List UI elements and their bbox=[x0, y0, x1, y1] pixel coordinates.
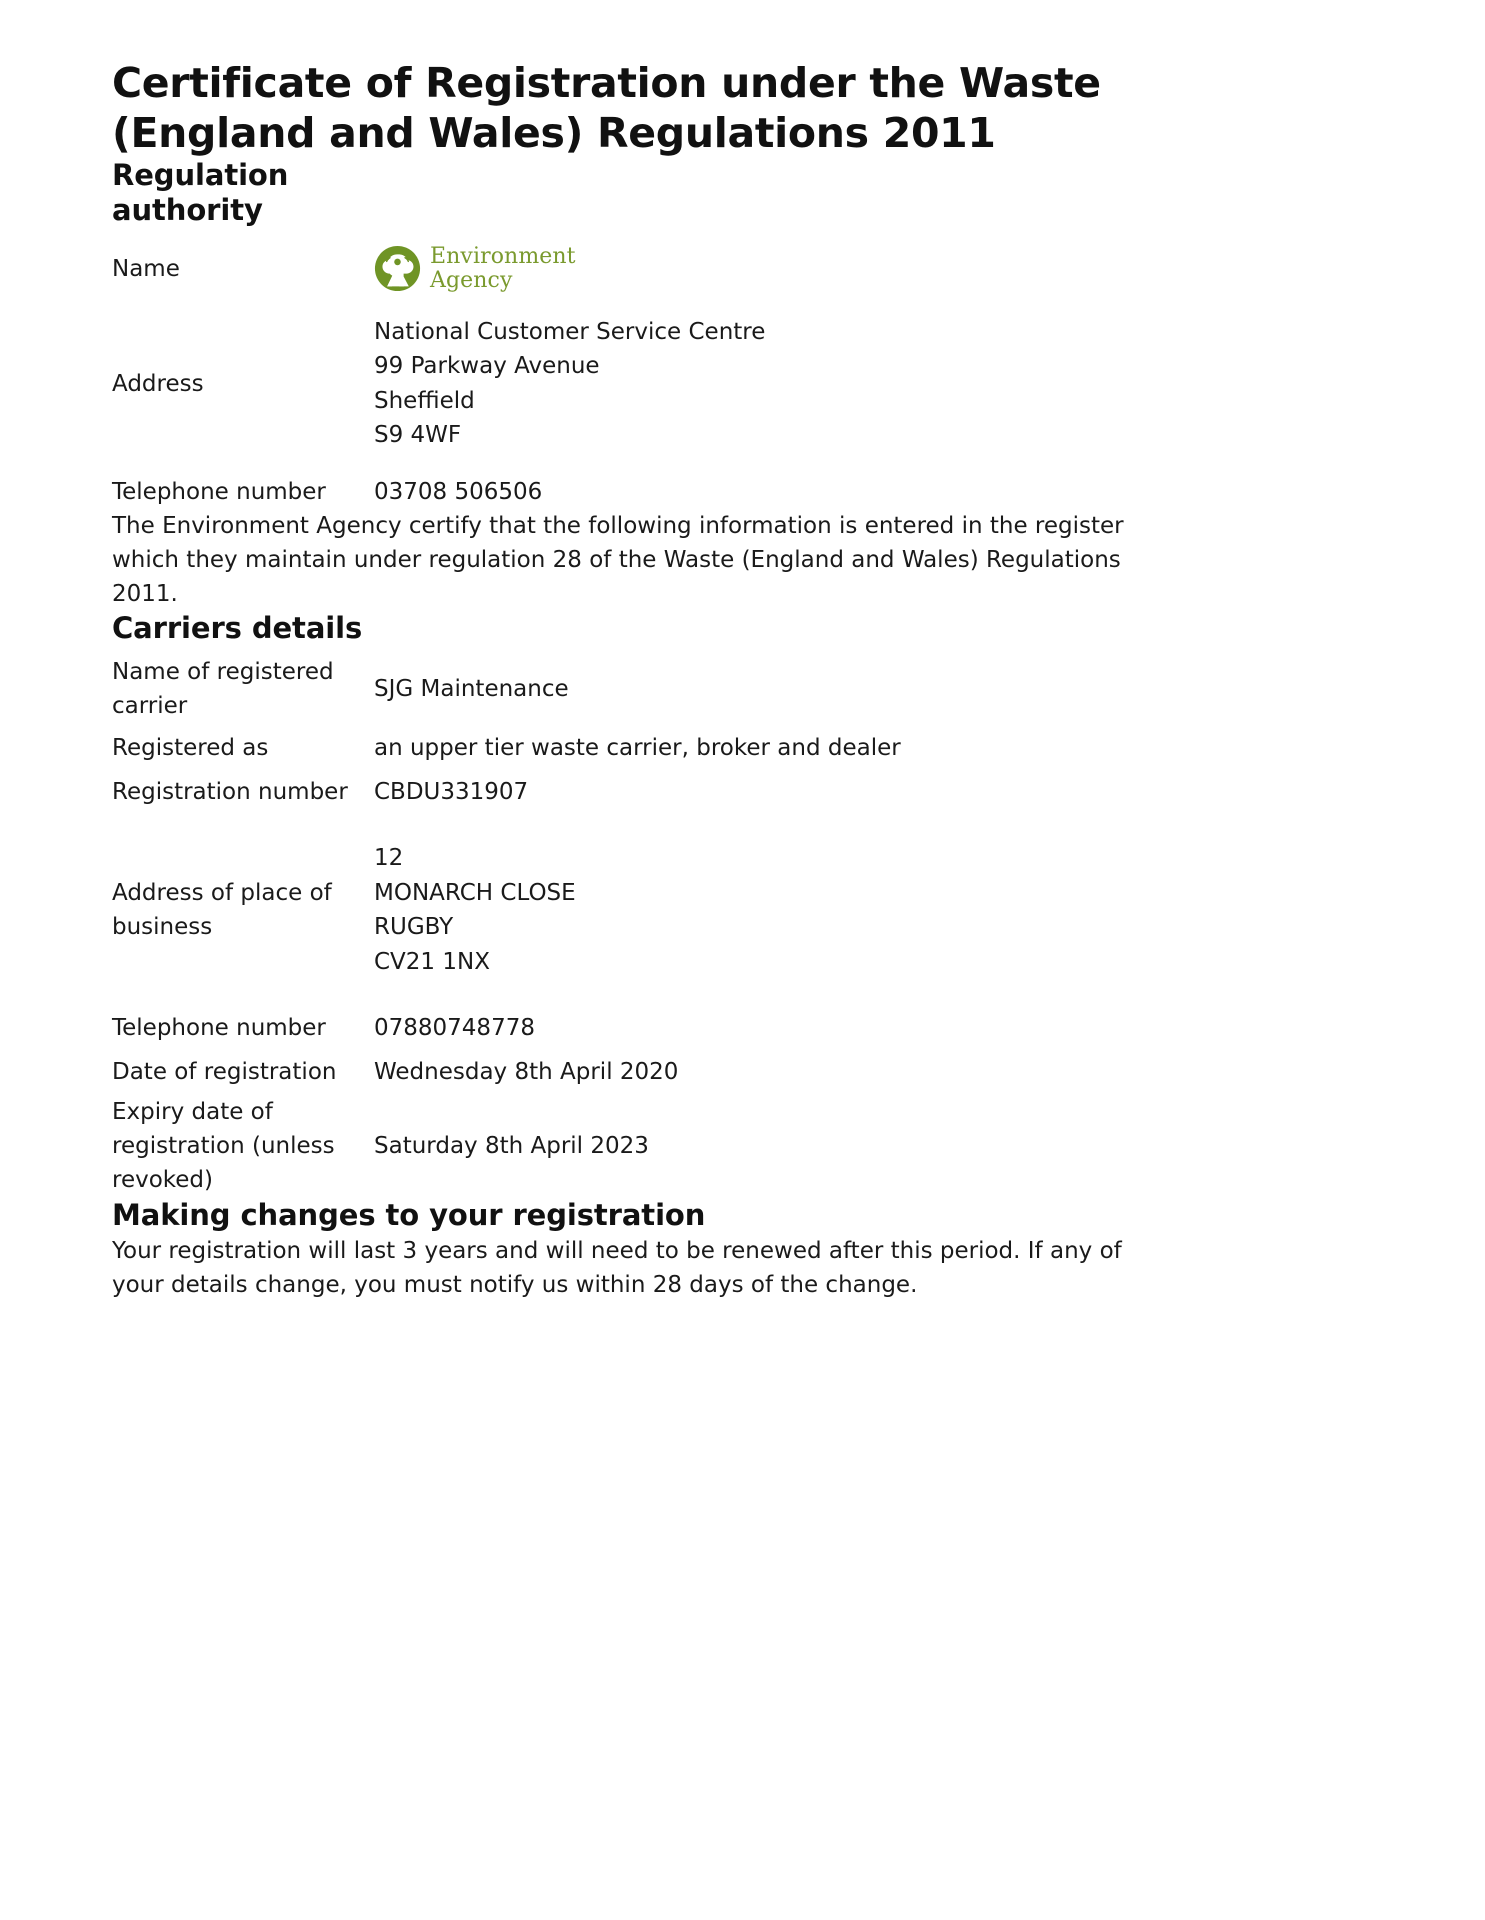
regulation-authority-heading: Regulation authority bbox=[112, 158, 289, 228]
environment-agency-emblem-icon bbox=[374, 245, 421, 292]
value-authority-name bbox=[374, 245, 1365, 292]
row-carrier-name bbox=[112, 652, 1365, 726]
row-authority-address bbox=[112, 315, 1365, 453]
regulation-authority-rows bbox=[112, 241, 1365, 509]
row-carrier-telephone bbox=[112, 1006, 1365, 1050]
wordmark-line-2: Agency bbox=[430, 267, 513, 293]
label-date-of-registration: Date of registration bbox=[112, 1059, 337, 1086]
value-registered-as: an upper tier waste carrier, broker and dealer bbox=[374, 735, 901, 762]
address-line: S9 4WF bbox=[374, 422, 462, 449]
label-carrier-telephone: Telephone number bbox=[112, 1015, 326, 1042]
row-authority-telephone bbox=[112, 475, 1365, 509]
business-address-line: CV21 1NX bbox=[374, 948, 490, 975]
environment-agency-logo bbox=[374, 245, 1365, 292]
label-business-address: Address of place of business bbox=[112, 879, 332, 941]
certify-paragraph: The Environment Agency certify that the following information is entered in the register which they maintain under regulation 28 of the Waste (England and Wales) Regulations 2011. bbox=[112, 512, 1124, 607]
value-business-address bbox=[374, 841, 1365, 979]
row-registration-number bbox=[112, 770, 1365, 814]
carriers-details-heading: Carriers details bbox=[112, 610, 363, 645]
value-authority-telephone: 03708 506506 bbox=[374, 478, 543, 505]
label-authority-address: Address bbox=[112, 370, 204, 397]
making-changes-heading: Making changes to your registration bbox=[112, 1198, 706, 1233]
address-line: National Customer Service Centre bbox=[374, 318, 766, 345]
business-address-line: MONARCH CLOSE bbox=[374, 879, 576, 906]
label-carrier-name: Name of registered carrier bbox=[112, 659, 334, 720]
row-authority-name bbox=[112, 241, 1365, 297]
value-carrier-name: SJG Maintenance bbox=[374, 676, 569, 703]
value-expiry-date: Saturday 8th April 2023 bbox=[374, 1133, 649, 1160]
row-business-address bbox=[112, 840, 1365, 980]
label-authority-name: Name bbox=[112, 255, 180, 282]
address-line: Sheffield bbox=[374, 387, 475, 414]
row-date-of-registration bbox=[112, 1050, 1365, 1094]
value-date-of-registration: Wednesday 8th April 2020 bbox=[374, 1059, 679, 1086]
label-expiry-date: Expiry date of registration (unless revoked) bbox=[112, 1099, 335, 1194]
row-expiry-date bbox=[112, 1094, 1365, 1198]
business-address-line: RUGBY bbox=[374, 914, 454, 941]
value-carrier-telephone: 07880748778 bbox=[374, 1015, 535, 1042]
making-changes-paragraph: Your registration will last 3 years and will need to be renewed after this period. If any of your details change, you must notify us within 28 days of the change. bbox=[112, 1237, 1122, 1298]
wordmark-line-1: Environment bbox=[430, 244, 576, 270]
carriers-rows bbox=[112, 652, 1365, 1198]
label-registration-number: Registration number bbox=[112, 779, 348, 806]
value-authority-address bbox=[374, 315, 1365, 453]
label-authority-telephone: Telephone number bbox=[112, 478, 326, 505]
address-line: 99 Parkway Avenue bbox=[374, 353, 600, 380]
page-title: Certificate of Registration under the Waste (England and Wales) Regulations 2011 bbox=[112, 59, 1101, 158]
environment-agency-wordmark bbox=[430, 245, 576, 292]
row-registered-as bbox=[112, 726, 1365, 770]
label-registered-as: Registered as bbox=[112, 735, 269, 762]
value-registration-number: CBDU331907 bbox=[374, 779, 529, 806]
business-address-line: 12 bbox=[374, 845, 404, 872]
